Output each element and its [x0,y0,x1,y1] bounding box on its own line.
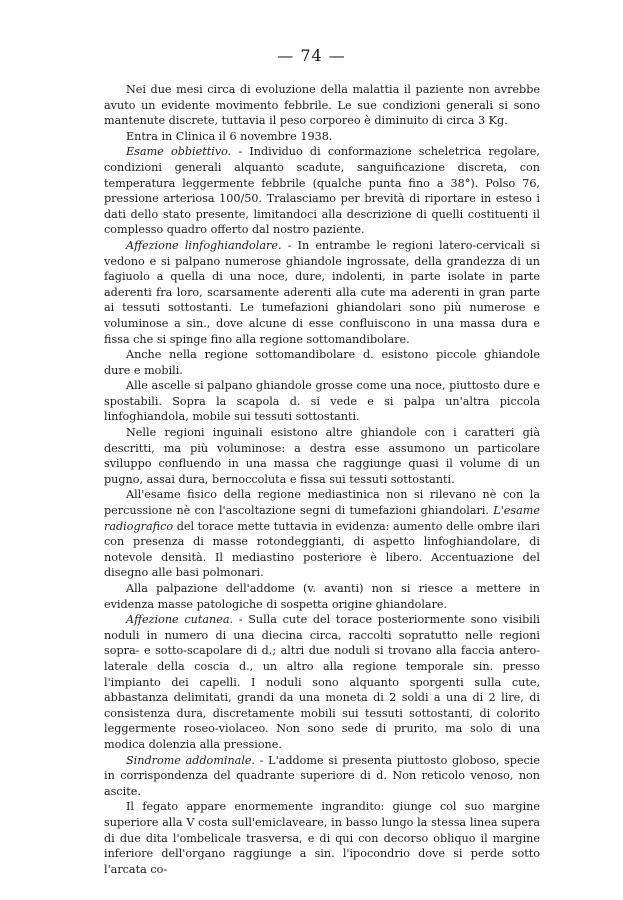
paragraph: Il fegato appare enormemente ingrandito: giunge col suo margine superiore alla V costa sull'emiclaveare, in basso lungo la stessa linea supera di due dita l'ombelicale trasversa, e di qui con decorso obliquo il margine inferiore dell'organo raggiunge a sin. l'ipocondrio dove si perde sotto l'arcata co- [104,800,540,876]
paragraph: Sindrome addominale. - L'addome si presenta piuttosto globoso, specie in corrispondenza del quadrante superiore di d. Non reticolo venoso, non ascite. [104,753,540,798]
page-number: — 74 — [277,46,346,65]
paragraph: All'esame fisico della regione mediastinica non si rilevano nè con la percussione nè con l'ascoltazione segni di tumefazioni ghiandolari. L'esame radiografico del torace mette tuttavia in evidenza: aumento delle ombre ilari con presenza di masse rotondeggianti, di aspetto linfoghiandolare, di notevole densità. Il mediastino posteriore è libero. Accentuazione del disegno alle basi polmonari. [104,488,540,580]
section-heading: Esame obbiettivo. [126,145,232,159]
paragraph: Alle ascelle si palpano ghiandole grosse come una noce, piuttosto dure e spostabili. Sopra la scapola d. si vede e si palpa un'altra piccola linfoghiandola, mobile sui tessuti sottostanti. [104,379,540,424]
section-heading: Affezione linfoghiandolare. [126,238,282,252]
body-text [104,82,540,877]
paragraph: Affezione linfoghiandolare. - In entrambe le regioni latero-cervicali si vedono e si palpano numerose ghiandole ingrossate, della grandezza di un fagiuolo a quella di una noce, dure, indolenti, in parte isolate in parte aderenti fra loro, scarsamente aderenti alla cute ma aderenti in gran parte ai tessuti sottostanti. Le tumefazioni ghiandolari sono più numerose e voluminose a sin., dove alcune di esse confluiscono in una massa dura e fissa che si spinge fino alla regione sottomandibolare. [104,238,540,346]
paragraph: Entra in Clinica il 6 novembre 1938. [126,129,333,143]
paragraph: Esame obbiettivo. - Individuo di conformazione scheletrica regolare, condizioni generali alquanto scadute, sanguificazione discreta, con temperatura leggermente febbrile (qualche punta fino a 38°). Polso 76, pressione arteriosa 100/50. Tralasciamo per brevità di riportare in esteso i dati dello stato presente, limitandoci alla descrizione di quelli costituenti il complesso quadro offerto dal nostro paziente. [104,145,540,237]
paragraph: Nelle regioni inguinali esistono altre ghiandole con i caratteri già descritti, ma più voluminose: a destra esse assumono un particolare sviluppo confluendo in una massa che raggiunge quasi il volume di un pugno, assai dura, bernoccoluta e fissa sui tessuti sottostanti. [104,426,540,486]
inline-emphasis: L'esame radiografico [104,504,540,533]
paragraph: Anche nella regione sottomandibolare d. esistono piccole ghiandole dure e mobili. [104,348,540,377]
paragraph: Affezione cutanea. - Sulla cute del torace posteriormente sono visibili noduli in numero di una diecina circa, raccolti sopratutto nelle regioni sopra- e sotto-scapolare di d.; altri due noduli si trovano alla faccia antero-laterale della coscia d., un altro alla regione temporale sin. presso l'impianto dei capelli. I noduli sono alquanto sporgenti sulla cute, abbastanza delimitati, grandi da una moneta di 2 soldi a una di 2 lire, di consistenza dura, discretamente mobili sui tessuti sottostanti, di colorito leggermente roseo-violaceo. Non sono sede di prurito, ma solo di una modica dolenzia alla pressione. [104,613,540,751]
section-heading: Affezione cutanea. [126,613,234,627]
paragraph: Alla palpazione dell'addome (v. avanti) non si riesce a mettere in evidenza masse patologiche di sospetta origine ghiandolare. [104,582,540,611]
section-heading: Sindrome addominale. [126,753,256,767]
paragraph: Nei due mesi circa di evoluzione della malattia il paziente non avrebbe avuto un evidente movimento febbrile. Le sue condizioni generali si sono mantenute discrete, tuttavia il peso corporeo è diminuito di circa 3 Kg. [104,83,540,128]
